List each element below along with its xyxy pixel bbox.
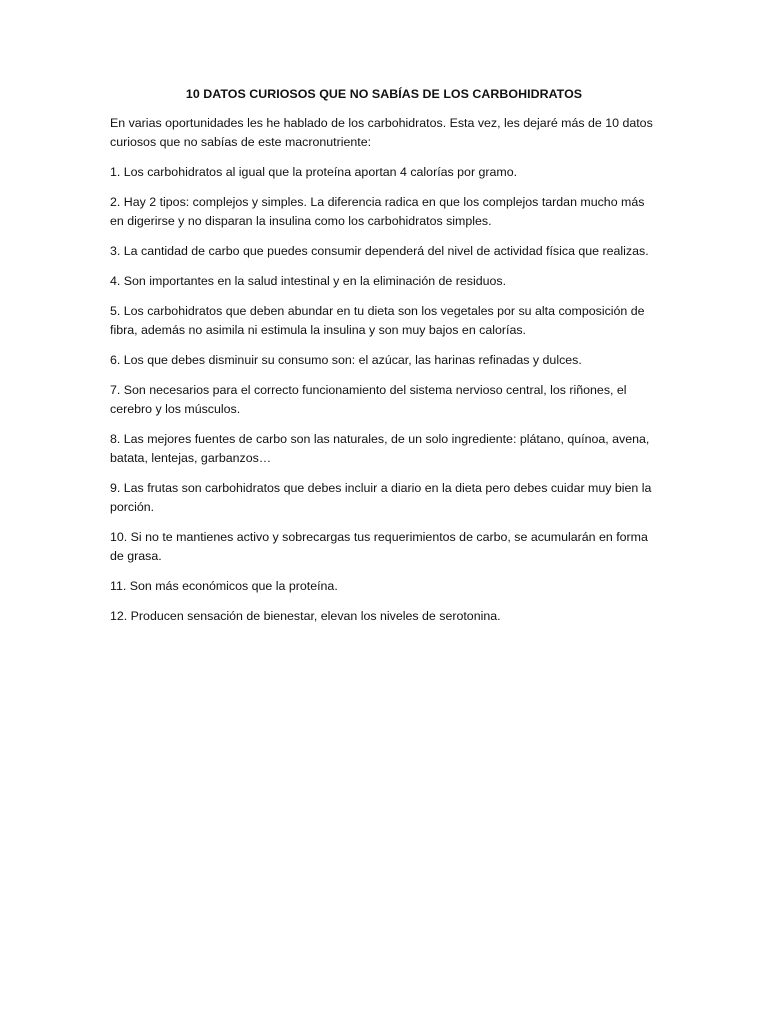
list-item: 2. Hay 2 tipos: complejos y simples. La diferencia radica en que los complejos tardan mucho más en digerirse y no disparan la insulina como los carbohidratos simples. — [110, 195, 645, 228]
list-item: 8. Las mejores fuentes de carbo son las naturales, de un solo ingrediente: plátano, quínoa, avena, batata, lentejas, garbanzos… — [110, 432, 650, 465]
document-title: 10 DATOS CURIOSOS QUE NO SABÍAS DE LOS CARBOHIDRATOS — [185, 87, 583, 101]
facts-list — [110, 163, 658, 626]
list-item: 4. Son importantes en la salud intestinal y en la eliminación de residuos. — [110, 274, 507, 288]
list-item: 11. Son más económicos que la proteína. — [110, 579, 338, 593]
list-item: 1. Los carbohidratos al igual que la proteína aportan 4 calorías por gramo. — [110, 165, 518, 179]
list-item: 10. Si no te mantienes activo y sobrecargas tus requerimientos de carbo, se acumularán en forma de grasa. — [110, 530, 648, 563]
list-item: 3. La cantidad de carbo que puedes consumir dependerá del nivel de actividad física que realizas. — [110, 244, 649, 258]
intro-paragraph: En varias oportunidades les he hablado de los carbohidratos. Esta vez, les dejaré más de 10 datos curiosos que no sabías de este macronutriente: — [110, 116, 653, 149]
list-item: 7. Son necesarios para el correcto funcionamiento del sistema nervioso central, los riñones, el cerebro y los músculos. — [110, 383, 627, 416]
document-page — [110, 86, 658, 637]
list-item: 5. Los carbohidratos que deben abundar en tu dieta son los vegetales por su alta composición de fibra, además no asimila ni estimula la insulina y son muy bajos en calorías. — [110, 304, 645, 337]
list-item: 9. Las frutas son carbohidratos que debes incluir a diario en la dieta pero debes cuidar muy bien la porción. — [110, 481, 652, 514]
list-item: 6. Los que debes disminuir su consumo son: el azúcar, las harinas refinadas y dulces. — [110, 353, 582, 367]
list-item: 12. Producen sensación de bienestar, elevan los niveles de serotonina. — [110, 609, 501, 623]
